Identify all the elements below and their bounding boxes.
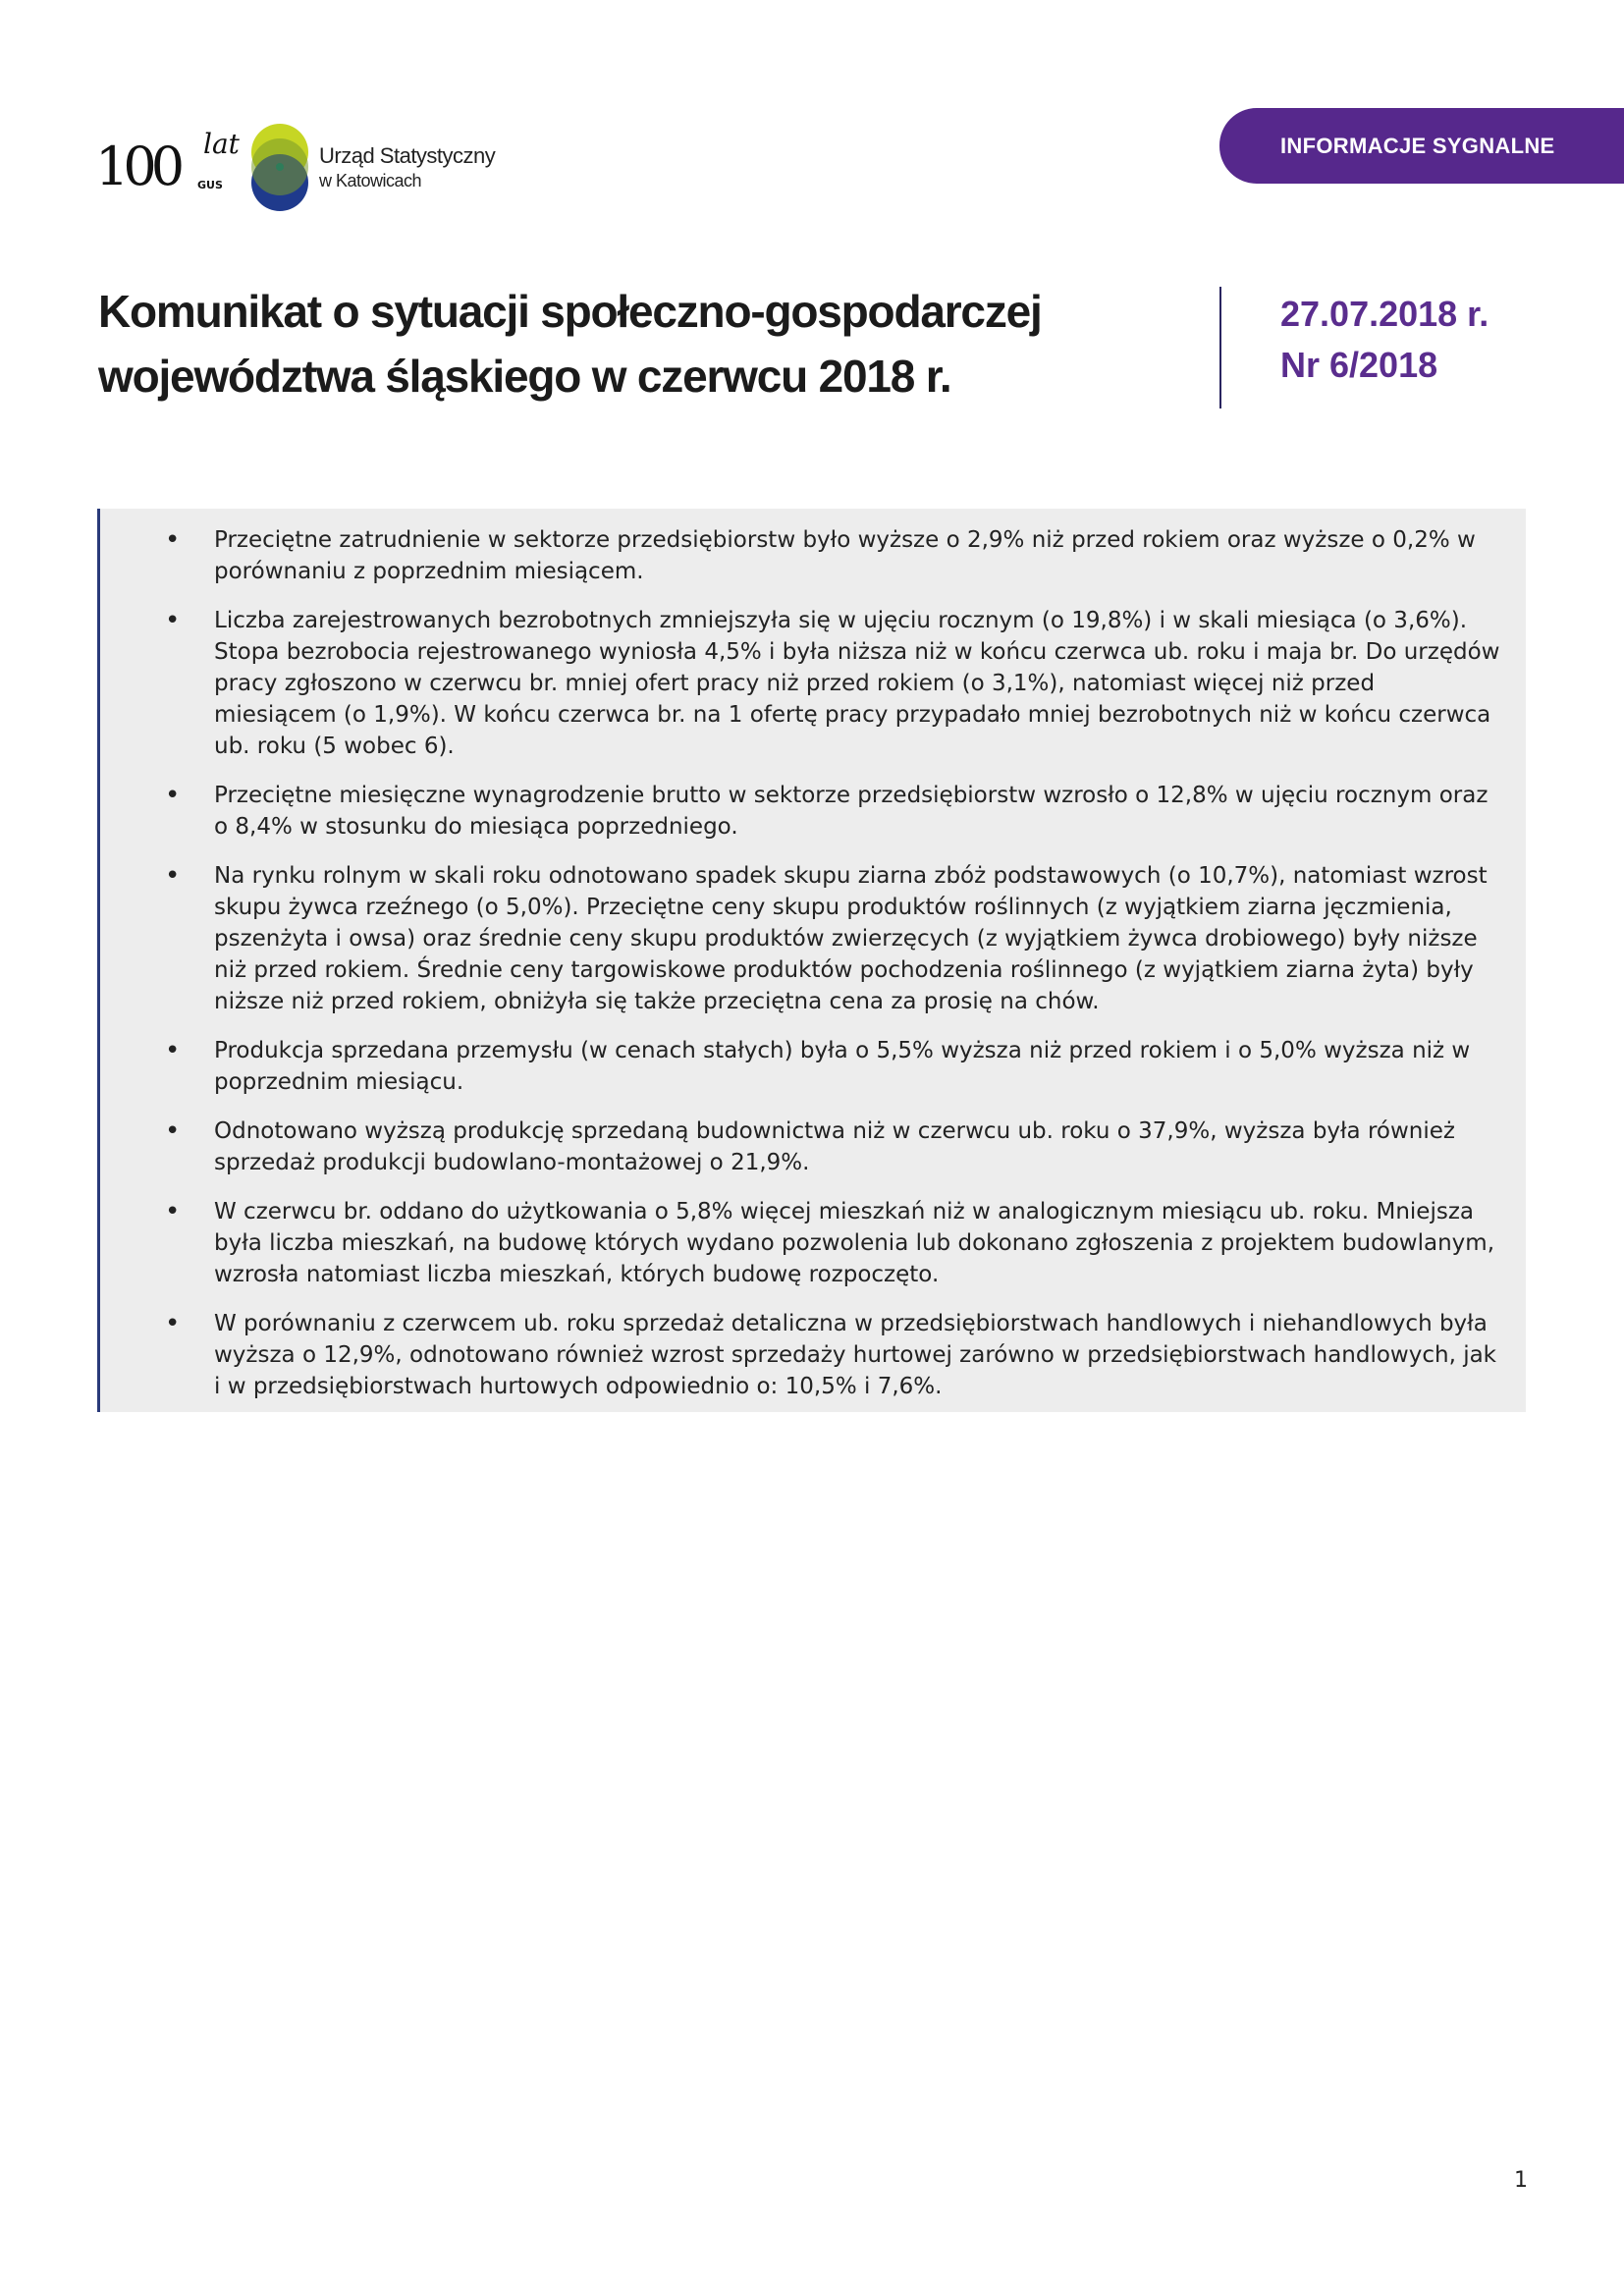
- summary-item: [100, 780, 1502, 843]
- summary-item: [100, 524, 1502, 587]
- logo-circles-icon: [249, 122, 310, 212]
- bullet-icon: •: [165, 1116, 181, 1146]
- publication-number: Nr 6/2018: [1280, 345, 1438, 385]
- page-title: [98, 279, 1178, 408]
- summary-item: [100, 1308, 1502, 1402]
- summary-list: [100, 509, 1526, 1402]
- summary-item: [100, 860, 1502, 1017]
- date-divider: [1219, 287, 1221, 408]
- logo-anniversary-org: GUS: [197, 179, 223, 191]
- logo-office-city: w Katowicach: [319, 171, 422, 190]
- logo-anniversary-number: 100: [95, 136, 180, 197]
- summary-item-text: Liczba zarejestrowanych bezrobotnych zmniejszyła się w ujęciu rocznym (o 19,8%) i w skali miesiąca (o 3,6%). Stopa bezrobocia rejestrowanego wyniosła 4,5% i była niższa niż w końcu czerwca ub. roku i maja br. Do urzędów pracy zgłoszono w czerwcu br. mniej ofert pracy niż przed rokiem (o 3,1%), natomiast więcej niż przed miesiącem (o 1,9%). W końcu czerwca br. na 1 ofertę pracy przypadało mniej bezrobotnych niż w końcu czerwca ub. roku (5 wobec 6).: [214, 608, 1500, 759]
- summary-box: [97, 509, 1526, 1412]
- summary-item-text: W czerwcu br. oddano do użytkowania o 5,8% więcej mieszkań niż w analogicznym miesiącu ub. roku. Mniejsza była liczba mieszkań, na budowę których wydano pozwolenia lub dokonano zgłoszenia z projektem budowlanym, wzrosła natomiast liczba mieszkań, których budowę rozpoczęto.: [214, 1199, 1495, 1287]
- publication-date: 27.07.2018 r.: [1280, 294, 1489, 334]
- logo: [95, 118, 527, 216]
- summary-item: [100, 605, 1502, 762]
- bullet-icon: •: [165, 1036, 181, 1065]
- page-number: 1: [1514, 2168, 1528, 2193]
- summary-item-text: Przeciętne zatrudnienie w sektorze przedsiębiorstw było wyższe o 2,9% niż przed rokiem oraz wyższe o 0,2% w porównaniu z poprzednim miesiącem.: [214, 527, 1476, 584]
- page-title-line-1: Komunikat o sytuacji społeczno-gospodarczej: [98, 286, 1042, 337]
- summary-item: [100, 1035, 1502, 1098]
- logo-anniversary-word: lat: [203, 128, 240, 160]
- logo-office-name: Urząd Statystyczny: [319, 143, 496, 168]
- signal-info-badge: INFORMACJE SYGNALNE: [1219, 108, 1624, 184]
- summary-item-text: Na rynku rolnym w skali roku odnotowano spadek skupu ziarna zbóż podstawowych (o 10,7%), natomiast wzrost skupu żywca rzeźnego (o 5,0%). Przeciętne ceny skupu produktów roślinnych (z wyjątkiem ziarna jęczmienia, pszenżyta i owsa) oraz średnie ceny skupu produktów zwierzęcych (z wyjątkiem żywca drobiowego) były niższe niż przed rokiem. Średnie ceny targowiskowe produktów pochodzenia roślinnego (z wyjątkiem ziarna żyta) były niższe niż przed rokiem, obniżyła się także przeciętna cena za prosię na chów.: [214, 863, 1488, 1014]
- bullet-icon: •: [165, 1309, 181, 1338]
- summary-item: [100, 1115, 1502, 1178]
- summary-item: [100, 1196, 1502, 1290]
- summary-item-text: Produkcja sprzedana przemysłu (w cenach stałych) była o 5,5% wyższa niż przed rokiem i o 5,0% wyższa niż w poprzednim miesiącu.: [214, 1038, 1471, 1095]
- summary-item-text: W porównaniu z czerwcem ub. roku sprzedaż detaliczna w przedsiębiorstwach handlowych i niehandlowych była wyższa o 12,9%, odnotowano również wzrost sprzedaży hurtowej zarówno w przedsiębiorstwach handlowych, jak i w przedsiębiorstwach hurtowych odpowiednio o: 10,5% i 7,6%.: [214, 1311, 1496, 1399]
- summary-item-text: Przeciętne miesięczne wynagrodzenie brutto w sektorze przedsiębiorstw wzrosło o 12,8% w ujęciu rocznym oraz o 8,4% w stosunku do miesiąca poprzedniego.: [214, 783, 1489, 840]
- bullet-icon: •: [165, 781, 181, 810]
- bullet-icon: •: [165, 525, 181, 555]
- summary-item-text: Odnotowano wyższą produkcję sprzedaną budownictwa niż w czerwcu ub. roku o 37,9%, wyższa była również sprzedaż produkcji budowlano-montażowej o 21,9%.: [214, 1118, 1455, 1175]
- bullet-icon: •: [165, 606, 181, 635]
- bullet-icon: •: [165, 861, 181, 891]
- bullet-icon: •: [165, 1197, 181, 1226]
- publication-meta: [1280, 289, 1489, 391]
- page-title-line-2: województwa śląskiego w czerwcu 2018 r.: [98, 351, 951, 402]
